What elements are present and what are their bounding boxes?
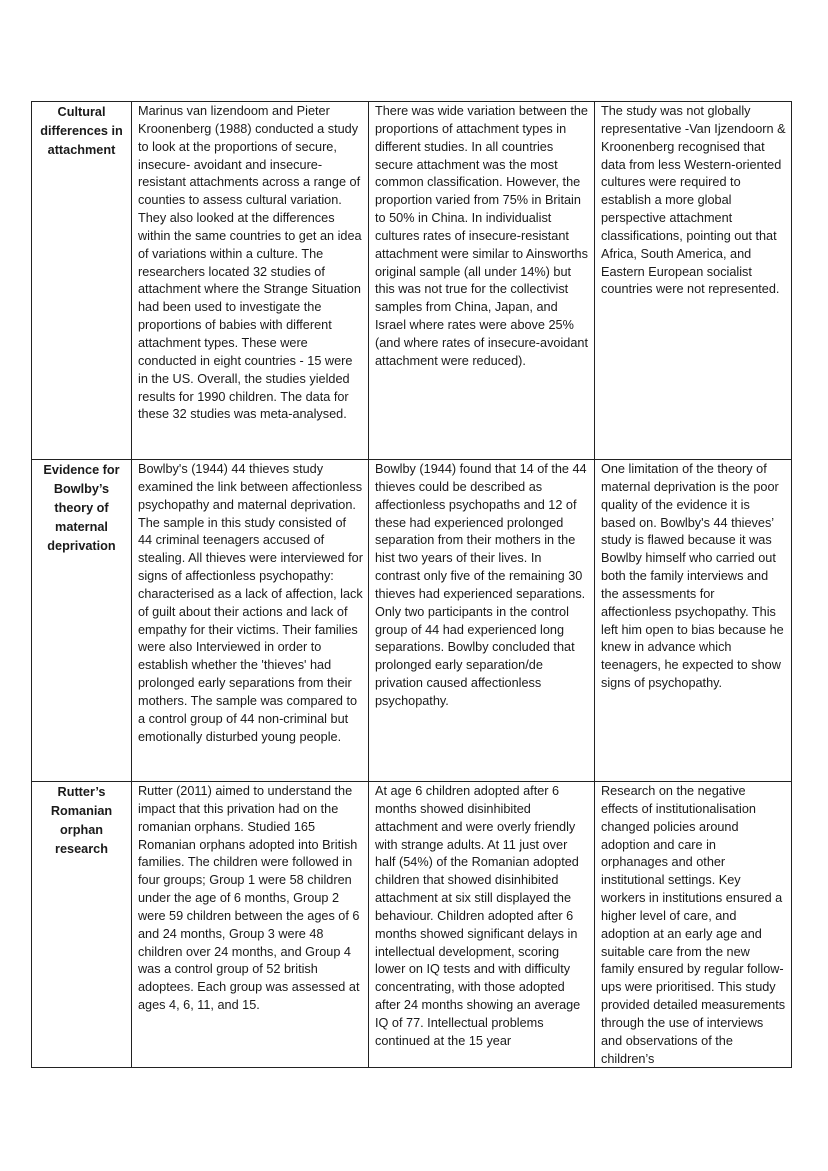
study-cell: Rutter (2011) aimed to understand the impact that this privation had on the romanian orphans. Studied 165 Romanian orphans adopted into British families. The children were followed in four groups; Group 1 were 58 children under the age of 6 months, Group 2 were 59 children between the ages of 6 and 24 months, Group 3 were 48 children over 24 months, and Group 4 was a control group of 52 british adoptees. Each group was assessed at ages 4, 6, 11, and 15. xyxy=(132,782,369,1068)
findings-cell: At age 6 children adopted after 6 months showed disinhibited attachment and were overly friendly with strange adults. At 11 just over half (54%) of the Romanian adopted children that showed disinhibited attachment at six still displayed the behaviour. Children adopted after 6 months showed significant delays in intellectual development, scoring lower on IQ tests and with difficulty concentrating, with those adopted after 24 months showing an average IQ of 77. Intellectual problems continued at the 15 year xyxy=(375,784,581,1048)
evaluation-cell: One limitation of the theory of maternal deprivation is the poor quality of the evidence it is based on. Bowlby's 44 thieves’ study is flawed because it was Bowlby himself who carried out both the family interviews and the assessments for affectionless psychopathy. This left him open to bias because he knew in advance which teenagers, he expected to show signs of psychopathy. xyxy=(595,460,792,782)
notes-table xyxy=(31,101,792,1068)
study-cell: Bowlby's (1944) 44 thieves study examined the link between affectionless psychopathy and maternal deprivation. The sample in this study consisted of 44 criminal teenagers accused of stealing. All thieves were interviewed for signs of affectionless psychopathy: characterised as a lack of affection, lack of guilt about their actions and lack of empathy for their victims. Their families were also Interviewed in order to establish whether the 'thieves' had prolonged early separations from their mothers. The sample was compared to a control group of 44 non-criminal but emotionally disturbed young people. xyxy=(132,460,369,782)
findings-cell: Bowlby (1944) found that 14 of the 44 thieves could be described as affectionless psychopaths and 12 of these had experienced prolonged separation from their mothers in the hist two years of their lives. In contrast only five of the remaining 30 thieves had experienced separations. Only two participants in the control group of 44 had experienced long separations. Bowlby concluded that prolonged early separation/de privation caused affectionless psychopathy. xyxy=(369,460,595,782)
table-row xyxy=(32,102,792,460)
findings-cell: There was wide variation between the proportions of attachment types in different studies. In all countries secure attachment was the most common classification. However, the proportion varied from 75% in Britain to 50% in China. In individualist cultures rates of insecure-resistant attachment were similar to Ainsworths original sample (all under 14%) but this was not true for the collectivist samples from China, Japan, and Israel where rates were above 25% (and where rates of insecure-avoidant attachment were reduced). xyxy=(369,102,595,460)
table-row xyxy=(32,782,792,1068)
table-row xyxy=(32,460,792,782)
study-cell: Marinus van lizendoom and Pieter Kroonenberg (1988) conducted a study to look at the proportions of secure, insecure- avoidant and insecure-resistant attachments across a range of counties to assess cultural variation. They also looked at the differences within the same countries to get an idea of variations within a culture. The researchers located 32 studies of attachment where the Strange Situation had been used to investigate the proportions of babies with different attachment types. These were conducted in eight countries - 15 were in the US. Overall, the studies yielded results for 1990 children. The data for these 32 studies was meta-analysed. xyxy=(132,102,369,460)
topic-cell: Cultural differences in attachment xyxy=(32,102,132,460)
topic-cell: Evidence for Bowlby’s theory of maternal deprivation xyxy=(32,460,132,782)
evaluation-cell: Research on the negative effects of institutionalisation changed policies around adoption and care in orphanages and other institutional settings. Key workers in institutions ensured a higher level of care, and adoption at an early age and suitable care from the new family ensured by regular follow-ups were prioritised. This study provided detailed measurements through the use of interviews and observations of the children’s xyxy=(601,784,786,1066)
topic-cell: Rutter’s Romanian orphan research xyxy=(32,782,132,1068)
evaluation-cell: The study was not globally representative -Van Ijzendoorn & Kroonenberg recognised that data from less Western-oriented cultures were required to establish a more global perspective attachment classifications, pointing out that Africa, South America, and Eastern European socialist countries were not represented. xyxy=(595,102,792,460)
